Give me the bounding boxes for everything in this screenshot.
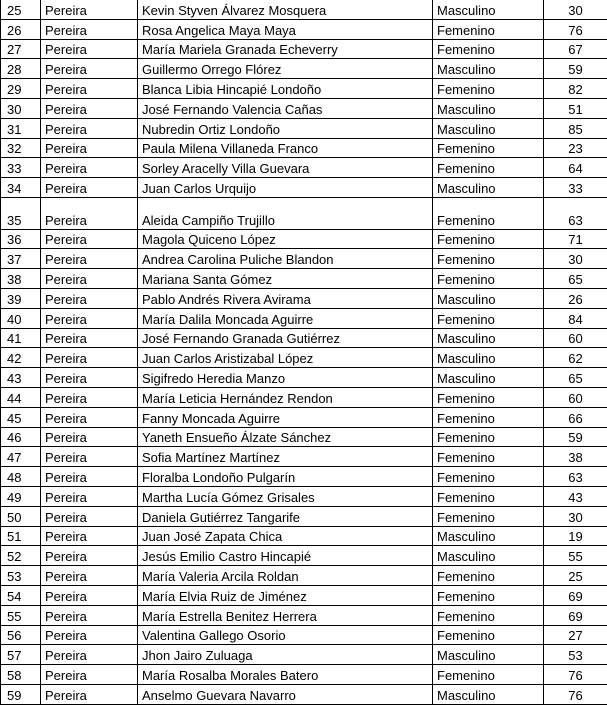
- table-body: [1, 0, 607, 704]
- table-row: [1, 308, 607, 328]
- table-row: [1, 407, 607, 427]
- sex-cell: Masculino: [433, 0, 544, 19]
- table-row: [1, 585, 607, 605]
- row-number-cell: 35: [1, 197, 41, 229]
- person-name-cell: María Elvia Ruiz de Jiménez: [138, 585, 433, 605]
- city-cell: Pereira: [41, 98, 138, 118]
- city-cell: Pereira: [41, 625, 138, 645]
- city-cell: Pereira: [41, 197, 138, 229]
- person-name-cell: José Fernando Granada Gutiérrez: [138, 328, 433, 348]
- person-name-cell: María Rosalba Morales Batero: [138, 665, 433, 685]
- table-row: [1, 328, 607, 348]
- sex-cell: Masculino: [433, 645, 544, 665]
- person-name-cell: José Fernando Valencia Cañas: [138, 98, 433, 118]
- person-name-cell: Andrea Carolina Puliche Blandon: [138, 249, 433, 269]
- age-cell: 43: [544, 486, 607, 506]
- row-number-cell: 38: [1, 269, 41, 289]
- sex-cell: Masculino: [433, 546, 544, 566]
- table-row: [1, 178, 607, 198]
- city-cell: Pereira: [41, 158, 138, 178]
- sex-cell: Femenino: [433, 447, 544, 467]
- table-row: [1, 526, 607, 546]
- row-number-cell: 46: [1, 427, 41, 447]
- age-cell: 59: [544, 59, 607, 79]
- row-number-cell: 54: [1, 585, 41, 605]
- person-name-cell: Mariana Santa Gómez: [138, 269, 433, 289]
- city-cell: Pereira: [41, 249, 138, 269]
- row-number-cell: 34: [1, 178, 41, 198]
- city-cell: Pereira: [41, 447, 138, 467]
- city-cell: Pereira: [41, 684, 138, 704]
- table-row: [1, 348, 607, 368]
- age-cell: 66: [544, 407, 607, 427]
- age-cell: 69: [544, 585, 607, 605]
- person-name-cell: Juan Carlos Aristizabal López: [138, 348, 433, 368]
- sex-cell: Masculino: [433, 684, 544, 704]
- person-name-cell: María Mariela Granada Echeverry: [138, 39, 433, 59]
- table-row: [1, 605, 607, 625]
- age-cell: 85: [544, 118, 607, 138]
- person-name-cell: Sigifredo Heredia Manzo: [138, 368, 433, 388]
- table-row: [1, 506, 607, 526]
- table-row: [1, 79, 607, 99]
- age-cell: 62: [544, 348, 607, 368]
- table-row: [1, 229, 607, 249]
- row-number-cell: 52: [1, 546, 41, 566]
- age-cell: 30: [544, 506, 607, 526]
- person-name-cell: Kevin Styven Álvarez Mosquera: [138, 0, 433, 19]
- row-number-cell: 59: [1, 684, 41, 704]
- row-number-cell: 27: [1, 39, 41, 59]
- sex-cell: Masculino: [433, 59, 544, 79]
- city-cell: Pereira: [41, 387, 138, 407]
- table-row: [1, 138, 607, 158]
- person-name-cell: Paula Milena Villaneda Franco: [138, 138, 433, 158]
- sex-cell: Femenino: [433, 407, 544, 427]
- row-number-cell: 49: [1, 486, 41, 506]
- row-number-cell: 29: [1, 79, 41, 99]
- table-row: [1, 118, 607, 138]
- age-cell: 25: [544, 566, 607, 586]
- sex-cell: Femenino: [433, 308, 544, 328]
- table-row: [1, 368, 607, 388]
- city-cell: Pereira: [41, 269, 138, 289]
- table-row: [1, 59, 607, 79]
- age-cell: 27: [544, 625, 607, 645]
- person-name-cell: Sorley Aracelly Villa Guevara: [138, 158, 433, 178]
- city-cell: Pereira: [41, 39, 138, 59]
- age-cell: 64: [544, 158, 607, 178]
- age-cell: 59: [544, 427, 607, 447]
- city-cell: Pereira: [41, 585, 138, 605]
- row-number-cell: 36: [1, 229, 41, 249]
- city-cell: Pereira: [41, 368, 138, 388]
- table-row: [1, 684, 607, 704]
- person-name-cell: María Leticia Hernández Rendon: [138, 387, 433, 407]
- city-cell: Pereira: [41, 328, 138, 348]
- row-number-cell: 25: [1, 0, 41, 19]
- person-name-cell: Juan Carlos Urquijo: [138, 178, 433, 198]
- sex-cell: Femenino: [433, 19, 544, 39]
- person-name-cell: Guillermo Orrego Flórez: [138, 59, 433, 79]
- age-cell: 76: [544, 19, 607, 39]
- person-name-cell: María Valeria Arcila Roldan: [138, 566, 433, 586]
- row-number-cell: 44: [1, 387, 41, 407]
- row-number-cell: 30: [1, 98, 41, 118]
- table-row: [1, 546, 607, 566]
- person-name-cell: Jesús Emilio Castro Hincapié: [138, 546, 433, 566]
- sex-cell: Femenino: [433, 229, 544, 249]
- sex-cell: Masculino: [433, 348, 544, 368]
- sex-cell: Femenino: [433, 467, 544, 487]
- person-name-cell: Sofia Martínez Martínez: [138, 447, 433, 467]
- row-number-cell: 50: [1, 506, 41, 526]
- city-cell: Pereira: [41, 506, 138, 526]
- city-cell: Pereira: [41, 0, 138, 19]
- city-cell: Pereira: [41, 79, 138, 99]
- table-row: [1, 665, 607, 685]
- sex-cell: Femenino: [433, 79, 544, 99]
- row-number-cell: 47: [1, 447, 41, 467]
- row-number-cell: 32: [1, 138, 41, 158]
- table-row: [1, 566, 607, 586]
- age-cell: 26: [544, 288, 607, 308]
- age-cell: 63: [544, 467, 607, 487]
- age-cell: 23: [544, 138, 607, 158]
- sex-cell: Femenino: [433, 665, 544, 685]
- row-number-cell: 48: [1, 467, 41, 487]
- age-cell: 82: [544, 79, 607, 99]
- row-number-cell: 51: [1, 526, 41, 546]
- city-cell: Pereira: [41, 19, 138, 39]
- table-row: [1, 158, 607, 178]
- city-cell: Pereira: [41, 348, 138, 368]
- city-cell: Pereira: [41, 526, 138, 546]
- age-cell: 55: [544, 546, 607, 566]
- age-cell: 67: [544, 39, 607, 59]
- sex-cell: Femenino: [433, 585, 544, 605]
- person-name-cell: Juan José Zapata Chica: [138, 526, 433, 546]
- table-row: [1, 427, 607, 447]
- table-row: [1, 467, 607, 487]
- person-name-cell: Yaneth Ensueño Álzate Sánchez: [138, 427, 433, 447]
- table-row: [1, 645, 607, 665]
- sex-cell: Femenino: [433, 506, 544, 526]
- sex-cell: Masculino: [433, 178, 544, 198]
- age-cell: 65: [544, 368, 607, 388]
- table-row: [1, 249, 607, 269]
- sex-cell: Femenino: [433, 605, 544, 625]
- row-number-cell: 43: [1, 368, 41, 388]
- city-cell: Pereira: [41, 427, 138, 447]
- row-number-cell: 28: [1, 59, 41, 79]
- age-cell: 30: [544, 249, 607, 269]
- person-name-cell: Blanca Libia Hincapié Londoño: [138, 79, 433, 99]
- table-row: [1, 98, 607, 118]
- row-number-cell: 26: [1, 19, 41, 39]
- age-cell: 60: [544, 387, 607, 407]
- person-name-cell: Floralba Londoño Pulgarín: [138, 467, 433, 487]
- age-cell: 71: [544, 229, 607, 249]
- sex-cell: Femenino: [433, 269, 544, 289]
- sex-cell: Masculino: [433, 118, 544, 138]
- row-number-cell: 56: [1, 625, 41, 645]
- sex-cell: Masculino: [433, 328, 544, 348]
- sex-cell: Femenino: [433, 138, 544, 158]
- city-cell: Pereira: [41, 138, 138, 158]
- person-name-cell: Jhon Jairo Zuluaga: [138, 645, 433, 665]
- person-name-cell: Rosa Angelica Maya Maya: [138, 19, 433, 39]
- age-cell: 38: [544, 447, 607, 467]
- city-cell: Pereira: [41, 178, 138, 198]
- table-row: [1, 288, 607, 308]
- row-number-cell: 53: [1, 566, 41, 586]
- city-cell: Pereira: [41, 288, 138, 308]
- city-cell: Pereira: [41, 665, 138, 685]
- age-cell: 84: [544, 308, 607, 328]
- city-cell: Pereira: [41, 546, 138, 566]
- sex-cell: Femenino: [433, 625, 544, 645]
- table-row: [1, 39, 607, 59]
- person-name-cell: Daniela Gutiérrez Tangarife: [138, 506, 433, 526]
- age-cell: 63: [544, 197, 607, 229]
- row-number-cell: 31: [1, 118, 41, 138]
- age-cell: 76: [544, 684, 607, 704]
- row-number-cell: 58: [1, 665, 41, 685]
- sex-cell: Masculino: [433, 526, 544, 546]
- city-cell: Pereira: [41, 229, 138, 249]
- table-row: [1, 625, 607, 645]
- age-cell: 69: [544, 605, 607, 625]
- person-name-cell: Aleida Campiño Trujillo: [138, 197, 433, 229]
- sex-cell: Femenino: [433, 39, 544, 59]
- city-cell: Pereira: [41, 645, 138, 665]
- row-number-cell: 42: [1, 348, 41, 368]
- row-number-cell: 45: [1, 407, 41, 427]
- table-row: [1, 486, 607, 506]
- age-cell: 30: [544, 0, 607, 19]
- city-cell: Pereira: [41, 566, 138, 586]
- row-number-cell: 41: [1, 328, 41, 348]
- city-cell: Pereira: [41, 118, 138, 138]
- city-cell: Pereira: [41, 486, 138, 506]
- age-cell: 65: [544, 269, 607, 289]
- city-cell: Pereira: [41, 308, 138, 328]
- sex-cell: Femenino: [433, 158, 544, 178]
- person-name-cell: María Estrella Benitez Herrera: [138, 605, 433, 625]
- sex-cell: Masculino: [433, 368, 544, 388]
- table-row: [1, 387, 607, 407]
- sex-cell: Masculino: [433, 98, 544, 118]
- sex-cell: Femenino: [433, 197, 544, 229]
- row-number-cell: 55: [1, 605, 41, 625]
- row-number-cell: 39: [1, 288, 41, 308]
- person-name-cell: Magola Quiceno López: [138, 229, 433, 249]
- age-cell: 51: [544, 98, 607, 118]
- person-name-cell: Martha Lucía Gómez Grisales: [138, 486, 433, 506]
- city-cell: Pereira: [41, 407, 138, 427]
- sex-cell: Masculino: [433, 288, 544, 308]
- person-name-cell: Pablo Andrés Rivera Avirama: [138, 288, 433, 308]
- person-name-cell: Valentina Gallego Osorio: [138, 625, 433, 645]
- row-number-cell: 37: [1, 249, 41, 269]
- table-row: [1, 0, 607, 19]
- table-row: [1, 197, 607, 229]
- age-cell: 60: [544, 328, 607, 348]
- table-row: [1, 447, 607, 467]
- table-row: [1, 269, 607, 289]
- sex-cell: Femenino: [433, 486, 544, 506]
- age-cell: 33: [544, 178, 607, 198]
- sex-cell: Femenino: [433, 249, 544, 269]
- person-name-cell: María Dalila Moncada Aguirre: [138, 308, 433, 328]
- sex-cell: Femenino: [433, 566, 544, 586]
- city-cell: Pereira: [41, 59, 138, 79]
- age-cell: 53: [544, 645, 607, 665]
- row-number-cell: 57: [1, 645, 41, 665]
- table-row: [1, 19, 607, 39]
- sex-cell: Femenino: [433, 427, 544, 447]
- age-cell: 76: [544, 665, 607, 685]
- row-number-cell: 40: [1, 308, 41, 328]
- person-name-cell: Fanny Moncada Aguirre: [138, 407, 433, 427]
- person-name-cell: Nubredin Ortiz Londoño: [138, 118, 433, 138]
- row-number-cell: 33: [1, 158, 41, 178]
- person-name-cell: Anselmo Guevara Navarro: [138, 684, 433, 704]
- sex-cell: Femenino: [433, 387, 544, 407]
- city-cell: Pereira: [41, 605, 138, 625]
- city-cell: Pereira: [41, 467, 138, 487]
- age-cell: 19: [544, 526, 607, 546]
